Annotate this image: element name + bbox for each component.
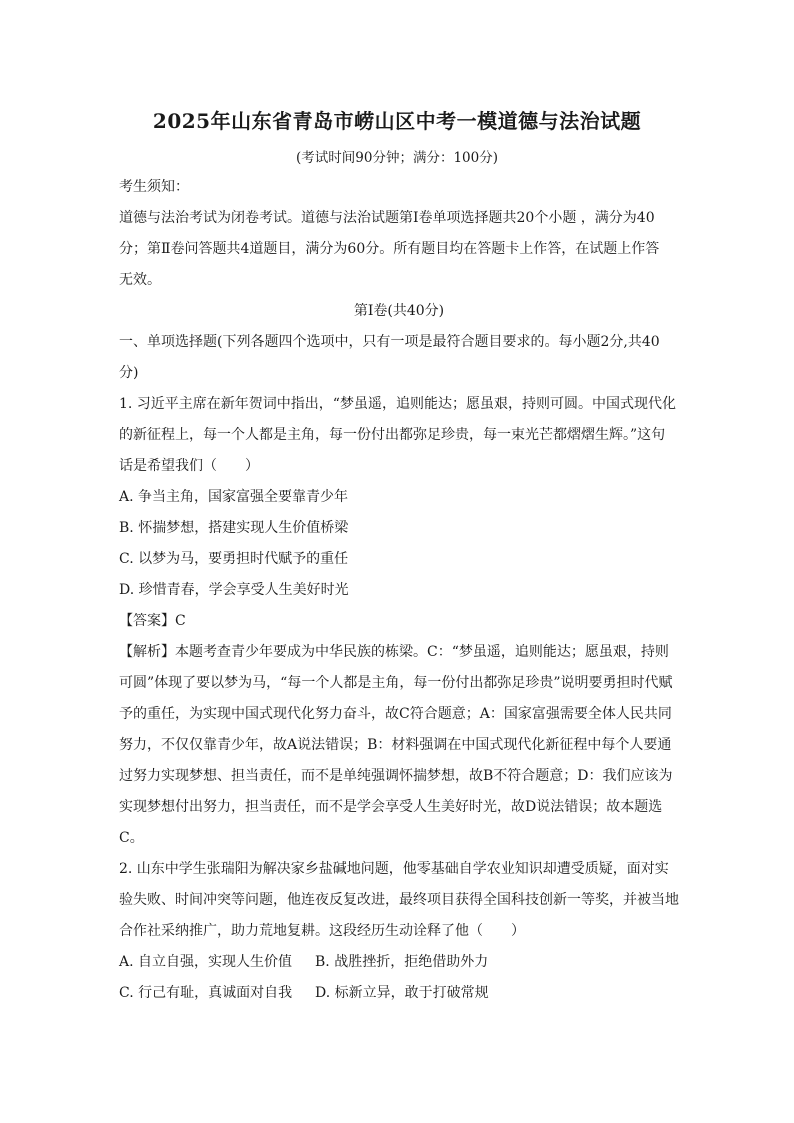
- q2-option-c: C. 行己有耻，真诚面对自我: [119, 985, 293, 1001]
- document-body: [119, 172, 679, 1009]
- q2-stem: 2. 山东中学生张瑞阳为解决家乡盐碱地问题，他零基础自学农业知识却遭受质疑，面对实: [119, 861, 669, 877]
- notice-line: 道德与法治考试为闭卷考试。道德与法治试题第Ⅰ卷单项选择题共20个小题 ，满分为40: [119, 210, 655, 226]
- q1-option-c: C. 以梦为马，要勇担时代赋予的重任: [119, 551, 349, 567]
- q2-options-row: [119, 978, 679, 1009]
- q1-stem: 1. 习近平主席在新年贺词中指出，“梦虽遥，追则能达；愿虽艰，持则可圆。中国式现代化: [119, 396, 676, 412]
- q1-analysis: C。: [119, 830, 144, 846]
- exam-subtitle: (考试时间90分钟；满分：100分): [296, 150, 498, 166]
- page-title: 2025年山东省青岛市崂山区中考一模道德与法治试题: [152, 109, 642, 133]
- q1-option-b: B. 怀揣梦想，搭建实现人生价值桥梁: [119, 520, 349, 536]
- q1-analysis: 【解析】本题考查青少年要成为中华民族的栋梁。C：“梦虽遥，追则能达；愿虽艰，持则: [119, 644, 669, 660]
- q1-stem: 话是希望我们（ ）: [119, 458, 259, 474]
- q1-analysis: 可圆”体现了要以梦为马，“每一个人都是主角，每一份付出都弥足珍贵”说明要勇担时代赋: [119, 675, 673, 691]
- section-title: 第Ⅰ卷(共40分): [353, 303, 445, 319]
- q2-option-d: D. 标新立异，敢于打破常规: [315, 985, 489, 1001]
- q1-stem: 的新征程上，每一个人都是主角，每一份付出都弥足珍贵，每一束光芒都熠熠生辉。”这句: [119, 427, 666, 443]
- q1-option-d: D. 珍惜青春，学会享受人生美好时光: [119, 582, 349, 598]
- q2-option-a: A. 自立自强，实现人生价值: [119, 954, 293, 970]
- notice-heading: 考生须知：: [119, 179, 189, 195]
- q2-option-b: B. 战胜挫折，拒绝借助外力: [315, 954, 489, 970]
- notice-line: 无效。: [119, 272, 161, 288]
- part-one-instruction: 分): [119, 365, 139, 381]
- q1-answer: 【答案】C: [119, 613, 186, 629]
- q1-analysis: 予的重任，为实现中国式现代化努力奋斗，故C符合题意；A：国家富强需要全体人民共同: [119, 706, 672, 722]
- q2-stem: 验失败、时间冲突等问题，他连夜反复改进，最终项目获得全国科技创新一等奖，并被当地: [119, 892, 679, 908]
- q1-option-a: A. 争当主角，国家富强全要靠青少年: [119, 489, 349, 505]
- notice-line: 分；第Ⅱ卷问答题共4道题目，满分为60分。所有题目均在答题卡上作答，在试题上作答: [119, 241, 660, 257]
- q1-analysis: 过努力实现梦想、担当责任，而不是单纯强调怀揣梦想，故B不符合题意；D：我们应该为: [119, 768, 673, 784]
- part-one-instruction: 一、单项选择题(下列各题四个选项中，只有一项是最符合题目要求的。每小题2分,共40: [119, 334, 660, 350]
- q2-options-row: [119, 947, 679, 978]
- q2-stem: 合作社采纳推广，助力荒地复耕。这段经历生动诠释了他（ ）: [119, 923, 525, 939]
- q1-analysis: 努力，不仅仅靠青少年，故A说法错误；B：材料强调在中国式现代化新征程中每个人要通: [119, 737, 672, 753]
- q1-analysis: 实现梦想付出努力，担当责任，而不是学会享受人生美好时光，故D说法错误；故本题选: [119, 799, 663, 815]
